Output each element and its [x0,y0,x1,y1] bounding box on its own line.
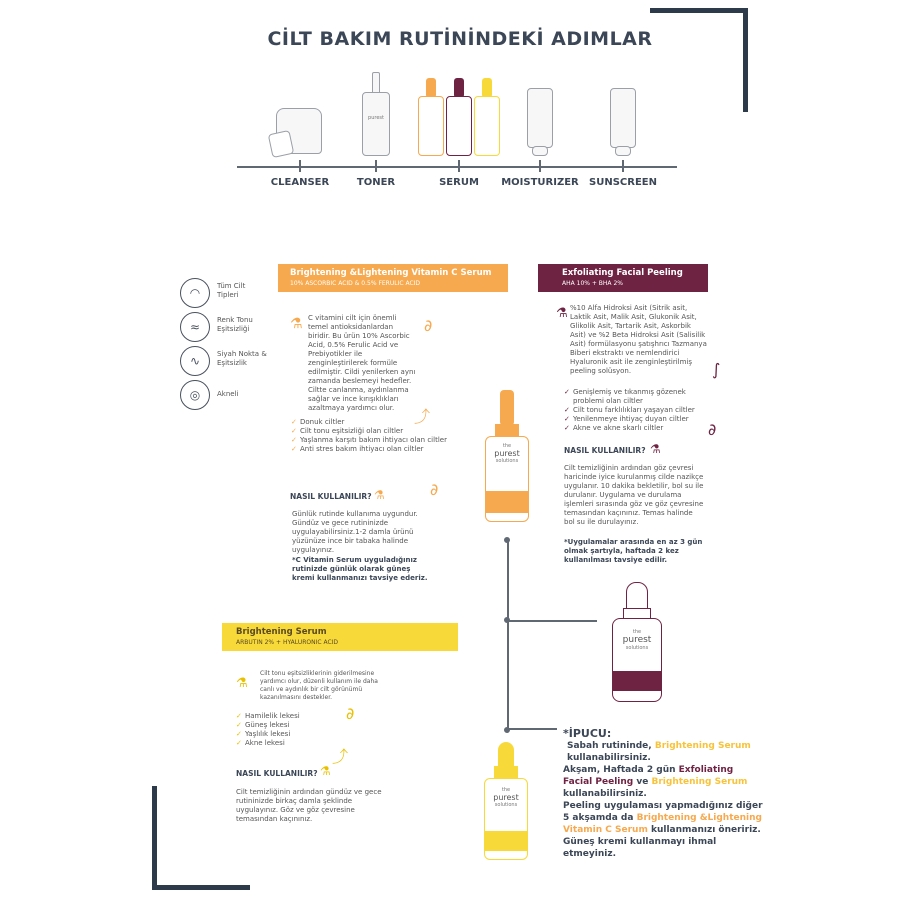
swirl-icon: ∂ [424,316,433,335]
list-item: ✓ Akne ve akne skarlı ciltler [564,424,704,433]
blackhead-icon: ∿ [180,346,210,376]
peeling-bottle: the purest solutions [612,582,662,702]
peeling-banner [538,264,708,292]
connector-dot [504,537,510,543]
brightening-description: Cilt tonu eşitsizliklerinin giderilmesine yardımcı olur, düzenli kullanım ile daha canlı ve aydınlık bir cilt görünümü kazanılmasını destekler. [260,670,378,701]
step-toner: TONER [356,177,396,188]
vitc-subtitle: 10% ASCORBIC ACID & 0.5% FERULIC ACID [290,280,421,287]
tip-other-nights: Peeling uygulaması yapmadığınız diğer 5 akşamda da Brightening &Lightening Vitamin C Serum kullanmanızı öneririz. Güneş kremi kullanmayı ihmal etmeyiniz. [563,801,763,859]
list-item: ✓ Genişlemiş ve tıkanmış gözenek problemi olan ciltler [564,388,704,406]
serum-yellow-bottle [474,78,500,156]
timeline-tick [299,160,301,172]
flask-icon: ⚗ [320,764,331,778]
vitc-howto-title: NASIL KULLANILIR? [290,492,372,501]
brightening-howto: Cilt temizliğinin ardından gündüz ve gece rutininizde birkaç damla şeklinde uygulayınız. Göz ve göz çevresine temasından kaçınınız. [236,788,382,823]
peeling-note: *Uygulamalar arasında en az 3 gün olmak şartıyla, haftada 2 kez kullanılması tavsiye edilir. [564,538,703,564]
timeline-tick [622,160,624,172]
vitc-note: *C Vitamin Serum uyguladığınız rutinizde günlük olarak güneş kremi kullanmanızı tavsiye ederiz. [292,556,428,582]
vitc-banner [278,264,508,292]
list-item: ✓ Cilt tonu eşitsizliği olan ciltler [291,427,471,436]
serum-plum-bottle [446,78,472,156]
brightening-title: Brightening Serum [236,627,327,637]
brightening-subtitle: ARBUTIN 2% + HYALURONIC ACID [236,639,339,646]
timeline-tick [458,160,460,172]
step-moisturizer: MOISTURIZER [501,177,579,188]
flask-icon: ⚗ [236,676,248,691]
swirl-icon: ⤴ [414,407,431,426]
swirl-icon: ∂ [708,420,717,439]
list-item: ✓ Yenilenmeye ihtiyaç duyan ciltler [564,415,704,424]
legend-acne: ◎ Akneli [180,380,260,412]
sunscreen-tube [610,88,636,156]
brightening-bottle: the purest solutions [484,742,528,860]
legend-skin-types: ◠ Tüm Cilt Tipleri [180,278,260,310]
step-sunscreen: SUNSCREEN [589,177,657,188]
swirl-icon: ∫ [712,360,721,379]
list-item: ✓ Akne lekesi [236,739,356,748]
flask-icon: ⚗ [556,306,568,321]
cleanser-jar [270,108,325,156]
legend-blackhead: ∿ Siyah Nokta & Eşitsizlik [180,346,260,378]
connector-dot [504,617,510,623]
brightening-banner [222,623,458,651]
swirl-icon: ⤴ [332,747,349,766]
list-item: ✓ Anti stres bakım ihtiyacı olan ciltler [291,445,471,454]
moisturizer-tube [527,88,553,156]
vitc-howto: Günlük rutinde kullanıma uygundur. Gündüz ve gece rutininizde uygulayabilirsiniz.1-2 damla ürünü yüzünüze ince bir tabaka halinde uygulayınız. [292,510,418,554]
tip-heading: *İPUCU: [563,727,612,740]
list-item: ✓ Yaşlanma karşıtı bakım ihtiyacı olan ciltler [291,436,471,445]
swirl-icon: ∂ [430,480,439,499]
corner-frame-top-right [650,8,748,112]
peeling-howto-title: NASIL KULLANILIR? [564,446,646,455]
step-serum: SERUM [439,177,479,188]
peeling-benefits [564,388,704,433]
peeling-subtitle: AHA 10% + BHA 2% [562,280,623,287]
connector-line [507,620,597,622]
peeling-description: %10 Alfa Hidroksi Asit (Sitrik asit, Laktik Asit, Malik Asit, Glukonik Asit, Glikolik Asit, Tartarik Asit, Askorbik Asit) ve %2 Beta Hidroksi Asit (Salisilik Asit) formülasyonu şatışhrıcı Tazmanya Biberi ekstraktı ve nemlendirici Hyaluronik asit ile zenginleştirilmiş peeling solüsyon. [570,304,707,375]
acne-icon: ◎ [180,380,210,410]
list-item: ✓ Donuk ciltler [291,418,471,427]
brightening-howto-title: NASIL KULLANILIR? [236,769,318,778]
peeling-title: Exfoliating Facial Peeling [562,268,683,278]
tip-section [563,728,763,860]
vitc-description: C vitamini cilt için önemli temel antioksidanlardan biridir. Bu ürün 10% Ascorbic Acid, 0.5% Ferulic Acid ve Prebiyotikler ile zenginleştirilerek formüle edilmiştir. Cildi yenilerken aynı zamanda beslemeyi hedefler. Ciltte canlanma, aydınlanma sağlar ve ince kırışıklıkları azaltmaya yardımcı olur. [308,314,416,412]
tone-icon: ≈ [180,312,210,342]
page-title: CİLT BAKIM RUTİNİNDEKİ ADIMLAR [267,28,653,50]
tip-evening: Akşam, Haftada 2 gün Exfoliating Facial Peeling ve Brightening Serum kullanabilirsiniz. [563,765,748,799]
step-cleanser: CLEANSER [270,177,330,188]
flask-icon: ⚗ [374,488,385,502]
timeline-tick [539,160,541,172]
flask-icon: ⚗ [290,316,303,332]
tip-morning: Sabah rutininde, Brightening Serum kullanabilirsiniz. [567,741,751,763]
connector-line [507,540,509,730]
vitc-benefits [291,418,471,454]
list-item: ✓ Cilt tonu farklılıkları yaşayan ciltler [564,406,704,415]
list-item: ✓ Güneş lekesi [236,721,356,730]
toner-bottle: purest [362,72,390,158]
legend-tone: ≈ Renk Tonu Eşitsizliği [180,312,260,344]
swirl-icon: ∂ [346,704,355,723]
list-item: ✓ Yaşlılık lekesi [236,730,356,739]
brightening-benefits [236,712,356,748]
connector-line [507,728,557,730]
timeline-tick [375,160,377,172]
serum-orange-bottle [418,78,444,156]
skin-types-icon: ◠ [180,278,210,308]
vitc-title: Brightening &Lightening Vitamin C Serum [290,268,492,278]
list-item: ✓ Hamilelik lekesi [236,712,356,721]
routine-timeline [237,166,677,168]
peeling-howto: Cilt temizliğinin ardından göz çevresi haricinde iyice kurulanmış cilde nazikçe uygulanır. 10 dakika bekletilir, bol su ile durulanır. Uygulama ve durulama işlemleri sırasında göz ve göz çevresine temasından kaçınınız. Temas halinde bol su ile durulayınız. [564,464,704,526]
vitc-bottle: the purest solutions [485,390,529,522]
flask-icon: ⚗ [650,442,661,456]
